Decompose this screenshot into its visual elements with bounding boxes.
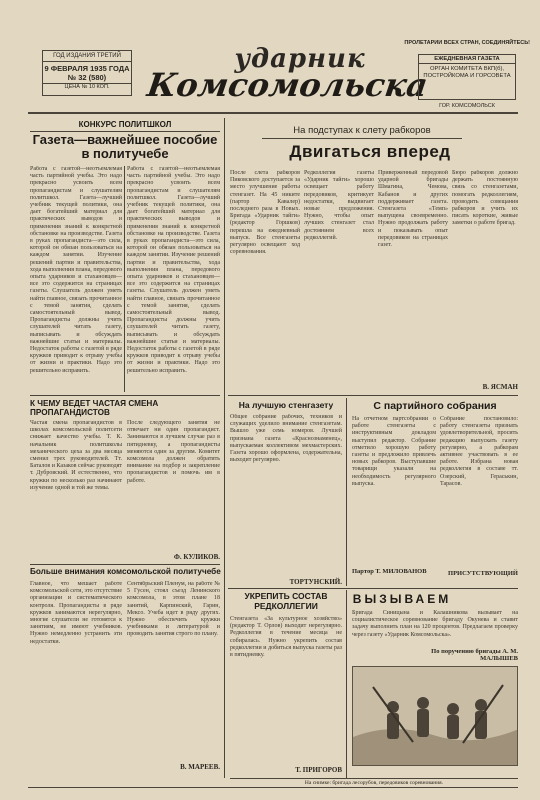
sub-body-left: Частая смена пропагандистов в школах комсомольской политсети снижает качество учебы. Т. К. начальник политшколы механического цеха за два месяца сменил трех руководителей. Тт. Баталов и Казаков сейчас руководят т. Дубровский. И естественно, что кружки по несколько раз начинают изучение одной и той же темы. [30, 420, 122, 491]
bottom-left-headline: Больше внимания комсомольской политучебе [30, 567, 221, 576]
price: ЦЕНА № 10 КОП. [43, 83, 131, 90]
city-label: ГОР. КОМСОМОЛЬСК [439, 103, 495, 109]
editorial-rubric: УКРЕПИТЬ СОСТАВ РЕДКОЛЛЕГИИ [244, 591, 328, 611]
edition-box [42, 50, 132, 96]
daily-label: ЕЖЕДНЕВНАЯ ГАЗЕТА [419, 55, 515, 64]
contest-rubric: КОНКУРС ПОЛИТШКОЛ [30, 120, 220, 132]
bottom-left-signature: В. МАРЕЕВ. [180, 763, 220, 771]
editorial-signature: Т. ПРИГОРОВ [295, 766, 342, 774]
title-top: ударник [234, 44, 366, 74]
photo-illustration [353, 667, 518, 766]
left-rule-1 [30, 395, 220, 396]
year-line: ГОД ИЗДАНИЯ ТРЕТИЙ [53, 53, 121, 59]
left-rule-2 [30, 564, 220, 565]
party-meeting-rubric: С партийного собрания [373, 400, 497, 412]
bottom-rule [28, 787, 518, 788]
party-meeting-signature: Партор Т. МИЛОВАНОВ [352, 568, 427, 575]
left-article-body: Работа с газетой—неотъемлемая часть партийной учебы. Это надо прекрасно усвоить всем пропагандистам и слушателям политшкол. Газета—лучший учебник текущей политики, она дает богатейший материал для практических выводов и применения знаний к конкретной обстановке на производстве. Газета в руках пропагандиста—это сила, которой он обязан пользоваться на каждом занятии. Изучение решений партии и правительства, хода выполнения плана, передового опыта ударников и стахановцев—все это содержится на страницах газеты. Слушатель должен уметь найти главное, связать прочитанное с темой занятия, сделать самостоятельный вывод. Пропагандисты должны учить слушателей читать газету, выписывать и обсуждать важнейшие статьи и материалы. Недостаток работы с газетой в ряде кружков приводит к отрыву учебы от жизни и практики. Надо это решительно исправить. [30, 166, 122, 374]
masthead-rule [28, 112, 518, 114]
mid-signature: В. ЯСМАН [482, 383, 518, 391]
best-paper-signature: ТОРТУНСКИЙ. [289, 578, 342, 586]
challenge-signature: По поручению бригады А. М. МАЛЫШЕВ [431, 648, 518, 662]
mid-body-2: Редколлегия газеты «Ударник тайги» хорошо освещает работу передовиков, критикует недостатки, выдвигает новые предложения. Нужно, чтобы опыт лучших стенгазет стал достоянием всех редколлегий. [304, 170, 374, 241]
main-headline: Двигаться вперед [289, 142, 451, 161]
photo-caption: На снимке: бригада лесорубов, передовиков соревнования. [230, 778, 518, 786]
slogan: ПРОЛЕТАРИИ ВСЕХ СТРАН, СОЕДИНЯЙТЕСЬ! [404, 40, 530, 46]
lumberjacks-photo [352, 666, 518, 766]
main-vertical-rule [224, 118, 225, 778]
mid-divider-2 [346, 590, 347, 778]
bottom-left-body-2: Сентябрьский Пленум, на работе № 5 Гусен, стоял съезд Ленинского комсомола, в этом плане 18 занятий, Карпинский, Гарин, Мексо. Учеба идет в ряду других. Нужно обеспечить кружки учебниками и литературой и проводить занятия строго по плану. [127, 581, 220, 638]
organ-box [418, 54, 516, 100]
bottom-left-body-1: Главное, что мешает работе комсомольской сети, это отсутствие организации и систематического контроля. Пропагандисты в ряде кружков занимаются нерегулярно, многие слушатели не готовятся к занятиям, не имеют учебников. Нужно немедленно устранить эти недостатки. [30, 581, 122, 645]
col-divider [124, 166, 125, 392]
attendee-signature: ПРИСУТСТВУЮЩИЙ [448, 570, 518, 577]
left-article-body-2: Работа с газетой—неотъемлемая часть партийной учебы. Это надо прекрасно усвоить всем пропагандистам и слушателям политшкол. Газета—лучший учебник текущей политики, она дает богатейший материал для практических выводов и применения знаний к конкретной обстановке на производстве. Газета в руках пропагандиста—это сила, которой он обязан пользоваться на каждом занятии. Изучение решений партии и правительства, хода выполнения плана, передового опыта ударников и стахановцев—все это содержится на страницах газеты. Слушатель должен уметь найти главное, связать прочитанное с темой занятия, сделать самостоятельный вывод. Пропагандисты должны учить слушателей читать газету, выписывать и обсуждать важнейшие статьи и материалы. Недостаток работы с газетой в ряде кружков приводит к отрыву учебы от жизни и практики. Надо это решительно исправить. [127, 166, 220, 374]
slet-banner: На подступах к слету рабкоров [262, 125, 462, 139]
mid-divider [346, 398, 347, 586]
date-line: 9 ФЕВРАЛЯ 1935 ГОДА [43, 61, 131, 73]
issue-number: № 32 (580) [67, 73, 107, 82]
party-meeting-body: На отчетном партсобрании о работе стенгазеты с инструктивным докладом выступил редактор. Собрание отметило хорошую работу газеты и предложило привлечь новых рабкоров. Выступавшие товарищи указали на необходимость регулярного выпуска. [352, 416, 436, 487]
editorial-body: Стенгазета «За культурное хозяйство» (редактор Т. Орлов) выходит нерегулярно. Редколлегия в течение месяца не собиралась. Нужно укрепить состав редколлегии и добиться выпуска газеты раз в пятидневку. [230, 616, 342, 659]
sub-headline: К ЧЕМУ ВЕДЕТ ЧАСТАЯ СМЕНА ПРОПАГАНДИСТОВ [30, 399, 159, 417]
mid-rule-2 [228, 588, 518, 589]
mid-body-1: После слета рабкоров Пиковского доступается за место улучшение работы стенгазет. На 45 никите (партор Кавалер) последнего раза в Новых. Бригада «Ударник тайги» (редактор Горшков) перешла на ежедневный выпуск. Все стенгазеты регулярно освещают ход соревнования. [230, 170, 300, 256]
organ-label: ОРГАН КОМИТЕТА ВКП(б), ПОСТРОЙКОМА И ГОРСОВЕТА [423, 66, 511, 79]
masthead-title: Комсомольска [144, 66, 431, 104]
mid-body-3: Приверженный передовой ударной бригады Шмагина, Чемова, Кабанов и других поддерживает газета. Стенгазета «Темп» выпущена своевременно. Нужно продолжать работу и показывать опыт передовиков на страницах газет. [378, 170, 448, 249]
main-left-headline: Газета—важнейшее пособие в политучебе [32, 132, 218, 161]
challenge-body: Бригада Синицына и Калашникова вызывает на социалистическое соревнование бригаду Окунева и ставит задачу выполнить план на 120 процентов. Предлагаем проверку через газету «Ударник Комсомольска». [352, 610, 518, 638]
best-paper-body: Общее собрание рабочих, техников и служащих уделило внимание стенгазетам. Вышло уже семь номеров. Лучшей признана газета «Краснознаменец», выпускаемая коллективом мехмастерских. Газета хорошо оформлена, содержательна, выходит регулярно. [230, 414, 342, 464]
party-meeting-body-2: Собрание постановило: работу стенгазеты признать удовлетворительной, просить редакцию выпускать газету регулярно, а рабкорам активнее участвовать в ее работе. Избрана новая редколлегия в составе тт. Озерский, Гераськин, Тарасов. [440, 416, 518, 487]
challenge-rubric: ВЫЗЫВАЕМ [352, 592, 452, 606]
best-paper-rubric: На лучшую стенгазету [238, 400, 334, 410]
mid-body-4: Бюро рабкоров должно держать постоянную связь со стенгазетами, помогать редколлегиям, проводить совещания рабкоров и учить их писать короткие, живые заметки о работе бригад. [452, 170, 518, 227]
sub-body-right: После следующего занятия не отвечает ни один пропагандист. Занимаются в лучшем случае раз в пятидневку, а пропагандисты меняются один за другим. Комитет комсомола должен обратить внимание на подбор и закрепление пропагандистов и помочь им в работе. [127, 420, 220, 484]
mid-rule [228, 395, 518, 396]
sub-signature: Ф. КУЛИКОВ. [173, 553, 220, 561]
